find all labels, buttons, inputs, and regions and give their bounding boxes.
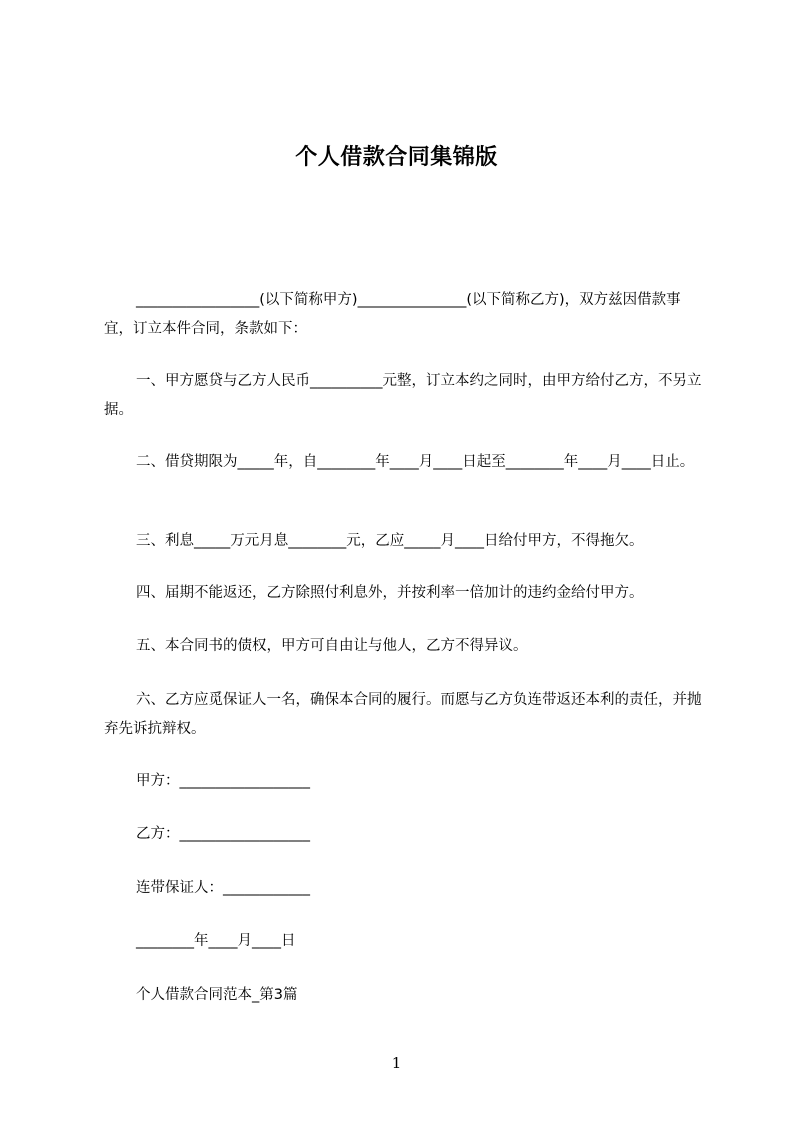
page-title: 个人借款合同集锦版 (295, 145, 498, 170)
page-number: 1 (391, 1054, 402, 1072)
clause-6: 六、乙方应觅保证人一名，确保本合同的履行。而愿与乙方负连带返还本利的责任，并抛弃先诉抗辩权。 (104, 692, 702, 737)
clause-1: 一、甲方愿贷与乙方人民币__________元整，订立本约之同时，由甲方给付乙方，不另立据。 (104, 373, 702, 418)
party-b-signature: 乙方：__________________ (136, 826, 310, 842)
intro-paragraph: _________________(以下简称甲方)_______________(以下简称乙方)，双方兹因借款事宜，订立本件合同，条款如下： (104, 292, 681, 337)
clause-5: 五、本合同书的债权，甲方可自由让与他人，乙方不得异议。 (136, 638, 528, 654)
signing-date: ________年____月____日 (136, 933, 296, 949)
clause-2: 二、借贷期限为_____年，自________年____月____日起至________年____月____日止。 (136, 454, 695, 470)
clause-4: 四、届期不能返还，乙方除照付利息外，并按利率一倍加计的违约金给付甲方。 (136, 585, 644, 601)
party-a-signature: 甲方：__________________ (136, 773, 310, 789)
guarantor-signature: 连带保证人：____________ (136, 880, 310, 896)
clause-3: 三、利息_____万元月息________元，乙应_____月____日给付甲方，不得拖欠。 (136, 533, 644, 549)
next-section-heading: 个人借款合同范本_第3篇 (136, 987, 298, 1003)
